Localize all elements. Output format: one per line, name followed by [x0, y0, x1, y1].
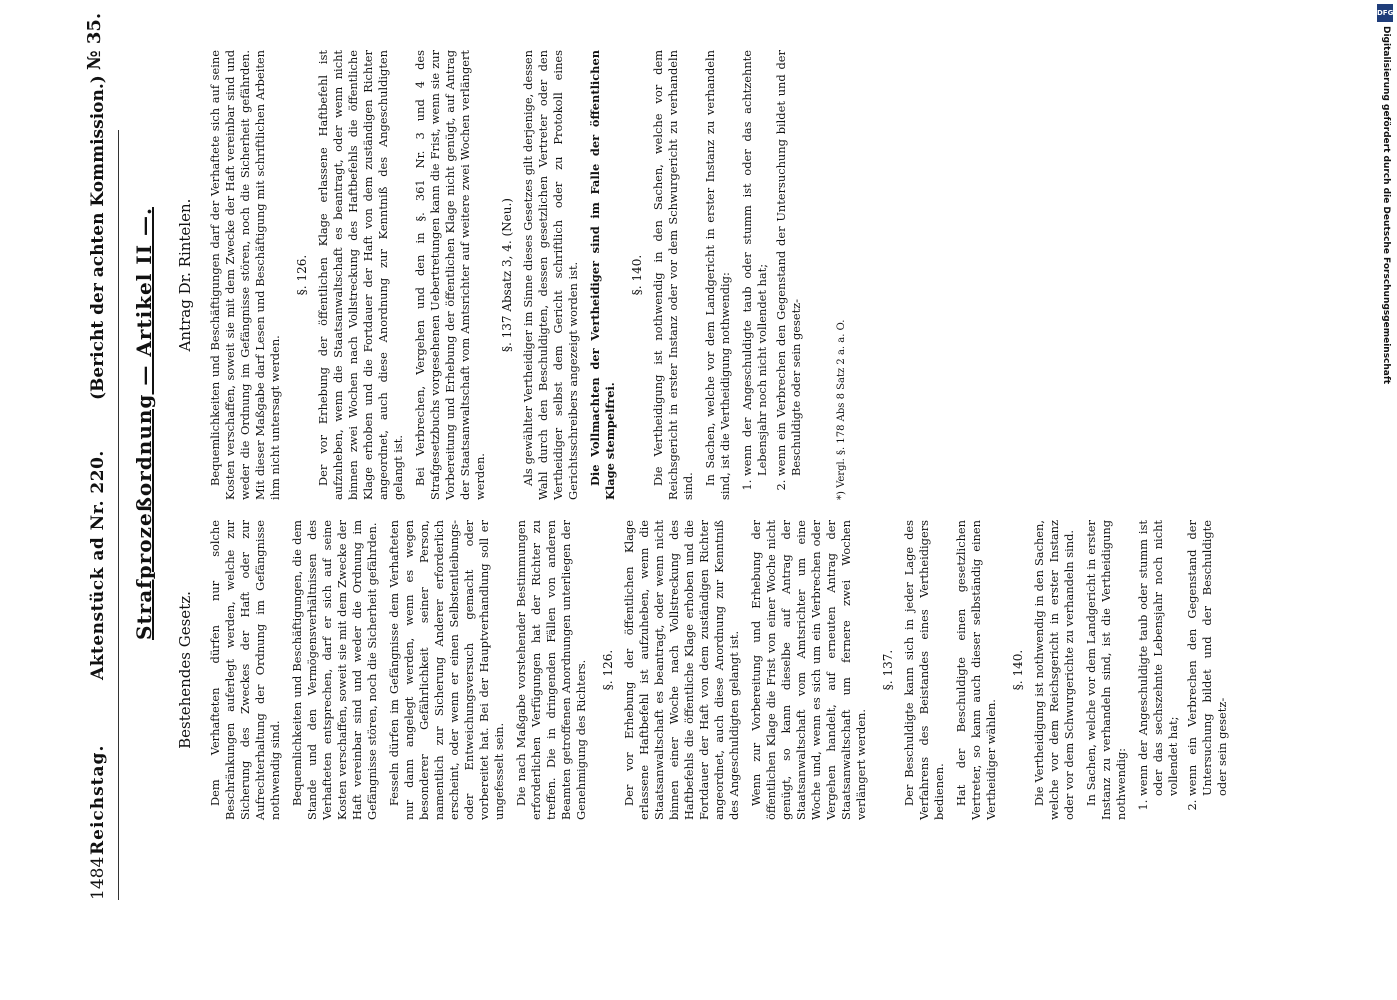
left-paragraph: Dem Verhafteten dürfen nur solche Beschränkungen auferlegt werden, welche zur Sicherung des Zweckes der Haft oder zur Aufrechterhaltung der Ordnung im Gefängnisse nothwendig sind. [208, 520, 282, 820]
dfg-logo: DFG [1377, 4, 1393, 22]
list-item: 1. wenn der Angeschuldigte taub oder stumm ist oder das sechszehnte Lebensjahr noch nicht vollendet hat; [1136, 520, 1181, 796]
left-paragraph: Der Beschuldigte kann sich in jeder Lage des Verfahrens des Beistandes eines Vertheidigers bedienen. [902, 520, 946, 820]
dfg-sidebar [1375, 0, 1397, 1000]
header-aktenstueck: Aktenstück ad Nr. 220. [88, 450, 108, 680]
left-column [176, 520, 1234, 820]
right-column [176, 50, 856, 500]
header-title: Reichstag. [88, 744, 108, 855]
list-item: 1. wenn der Angeschuldigte taub oder stumm ist oder das achtzehnte Lebensjahr noch nicht vollendet hat; [740, 50, 770, 476]
left-column-heading: Bestehendes Gesetz. [176, 591, 194, 749]
right-list [740, 50, 804, 500]
right-paragraph: Bequemlichkeiten und Beschäftigungen darf der Verhaftete sich auf seine Kosten verschaffen, soweit sie mit dem Zwecke der Haft vereinbar sind und weder die Ordnung im Gefängnisse stören, noch die Sicherheit gefährden. Mit dieser Maßgabe darf Lesen und Beschäftigung mit schriftlichen Arbeiten ihm nicht untersagt werden. [208, 50, 282, 500]
header-rule [118, 130, 119, 900]
left-paragraph: Der vor Erhebung der öffentlichen Klage erlassene Haftbefehl ist aufzuheben, wenn die Staatsanwaltschaft es beantragt, oder wenn nicht binnen einer Woche nach Vollstreckung des Haftbefehls die öffentliche Klage erhoben und die Fortdauer der Haft von dem zuständigen Richter angeordnet, auch diese Anordnung zur Kenntniß des Angeschuldigten gelangt ist. [622, 520, 741, 820]
right-paragraph-bold: Die Vollmachten der Vertheidiger sind im Falle der öffentlichen Klage stempelfrei. [588, 50, 617, 500]
left-paragraph: Die Vertheidigung ist nothwendig in den Sachen, welche vor dem Reichsgericht in erster Instanz oder vor dem Schwurgerichte zu verhandeln sind. [1032, 520, 1076, 820]
right-paragraph: Die Vertheidigung ist nothwendig in den Sachen, welche vor dem Reichsgericht in erster Instanz oder vor dem Schwurgericht zu verhandeln sind. [651, 50, 695, 500]
left-paragraph: Bequemlichkeiten und Beschäftigungen, die dem Stande und den Vermögensverhältnissen des Verhafteten entsprechen, darf er sich auf seine Kosten verschaffen, soweit sie mit dem Zwecke der Haft vereinbar sind und weder die Ordnung im Gefängnisse stören, noch die Sicherheit gefährden. [290, 520, 379, 820]
left-section-137: §. 137. [881, 649, 895, 691]
page-number: 1484 [88, 856, 108, 900]
left-section-126: §. 126. [601, 649, 615, 691]
footnote: *) Vergl. §. 178 Abs 8 Satz 2 a. a. O. [836, 319, 847, 500]
left-paragraph: Wenn zur Vorbereitung und Erhebung der öffentlichen Klage die Frist von einer Woche nicht genügt, so kann dieselbe auf Antrag der Staatsanwaltschaft vom Amtsrichter um eine Woche und, wenn es sich um ein Verbrechen oder Vergehen handelt, auf erneuten Antrag der Staatsanwaltschaft um fernere zwei Wochen verlängert werden. [749, 520, 868, 820]
right-paragraph: Der vor Erhebung der öffentlichen Klage erlassene Haftbefehl ist aufzuheben, wenn die Staatsanwaltschaft es beantragt, oder wenn nicht binnen zwei Wochen nach Vollstreckung des Haftbefehls die öffentliche Klage erhoben und die Fortdauer der Haft von dem zuständigen Richter angeordnet, auch diese Anordnung zur Kenntniß des Angeschuldigten gelangt ist. [316, 50, 405, 500]
left-section-140: §. 140. [1011, 649, 1025, 691]
right-paragraph: Bei Verbrechen, Vergehen und den in §. 361 Nr. 3 und 4 des Strafgesetzbuchs vorgesehenen Uebertretungen kann die Frist, wenn sie zur Vorbereitung und Erhebung der öffentlichen Klage nicht genügt, auf Antrag der Staatsanwaltschaft vom Amtsrichter auf weitere zwei Wochen verlängert werden. [413, 50, 487, 500]
header-bericht: (Bericht der achten Kommission.) [88, 75, 108, 400]
right-paragraph: Als gewählter Vertheidiger im Sinne dieses Gesetzes gilt derjenige, dessen Wahl durch den Beschuldigten, dessen gesetzlichen Vertreter oder den Vertheidiger selbst dem Gericht schriftlich oder zu Protokoll eines Gerichtsschreibers angezeigt worden ist. [521, 50, 580, 500]
left-list [1136, 520, 1230, 820]
right-paragraph: In Sachen, welche vor dem Landgericht in erster Instanz zu verhandeln sind, ist die Vertheidigung nothwendig: [703, 50, 732, 500]
right-column-heading: Antrag Dr. Rintelen. [176, 198, 194, 352]
left-paragraph: Fesseln dürfen im Gefängnisse dem Verhafteten nur dann angelegt werden, wenn es wegen besonderer Gefährlichkeit seiner Person, namentlich zur Sicherung Anderer erforderlich erscheint, oder wenn er einen Selbstentleibungs- oder Entweichungsversuch gemacht oder vorbereitet hat. Bei der Hauptverhandlung soll er ungefesselt sein. [387, 520, 506, 820]
page-header [84, 12, 116, 900]
left-paragraph: In Sachen, welche vor dem Landgericht in erster Instanz zu verhandeln sind, ist die Vertheidigung nothwendig: [1084, 520, 1128, 820]
right-section-126: §. 126. [295, 254, 309, 296]
left-paragraph: Die nach Maßgabe vorstehender Bestimmungen erforderlichen Verfügungen hat der Richter zu treffen. Die in dringenden Fällen von anderen Beamten getroffenen Anordnungen unterliegen der Genehmigung des Richters. [514, 520, 588, 820]
dfg-credit-text: Digitalisierung gefördert durch die Deutsche Forschungsgemeinschaft [1381, 26, 1391, 385]
dfg-credit [1377, 26, 1395, 726]
list-item: 2. wenn ein Verbrechen den Gegenstand der Untersuchung bildet und der Beschuldigte oder sein gesetz- [1185, 520, 1230, 796]
left-paragraph: Hat der Beschuldigte einen gesetzlichen Vertreter, so kann auch dieser selbständig einen Vertheidiger wählen. [954, 520, 998, 820]
list-item: 2. wenn ein Verbrechen den Gegenstand der Untersuchung bildet und der Beschuldigte oder sein gesetz- [774, 50, 804, 476]
section-title: Strafprozeßordnung — Artikel II —. [132, 207, 156, 640]
header-number: № 35. [84, 12, 105, 70]
right-section-140: §. 140. [630, 254, 644, 296]
right-section-137: §. 137 Absatz 3, 4. (Neu.) [500, 198, 514, 353]
